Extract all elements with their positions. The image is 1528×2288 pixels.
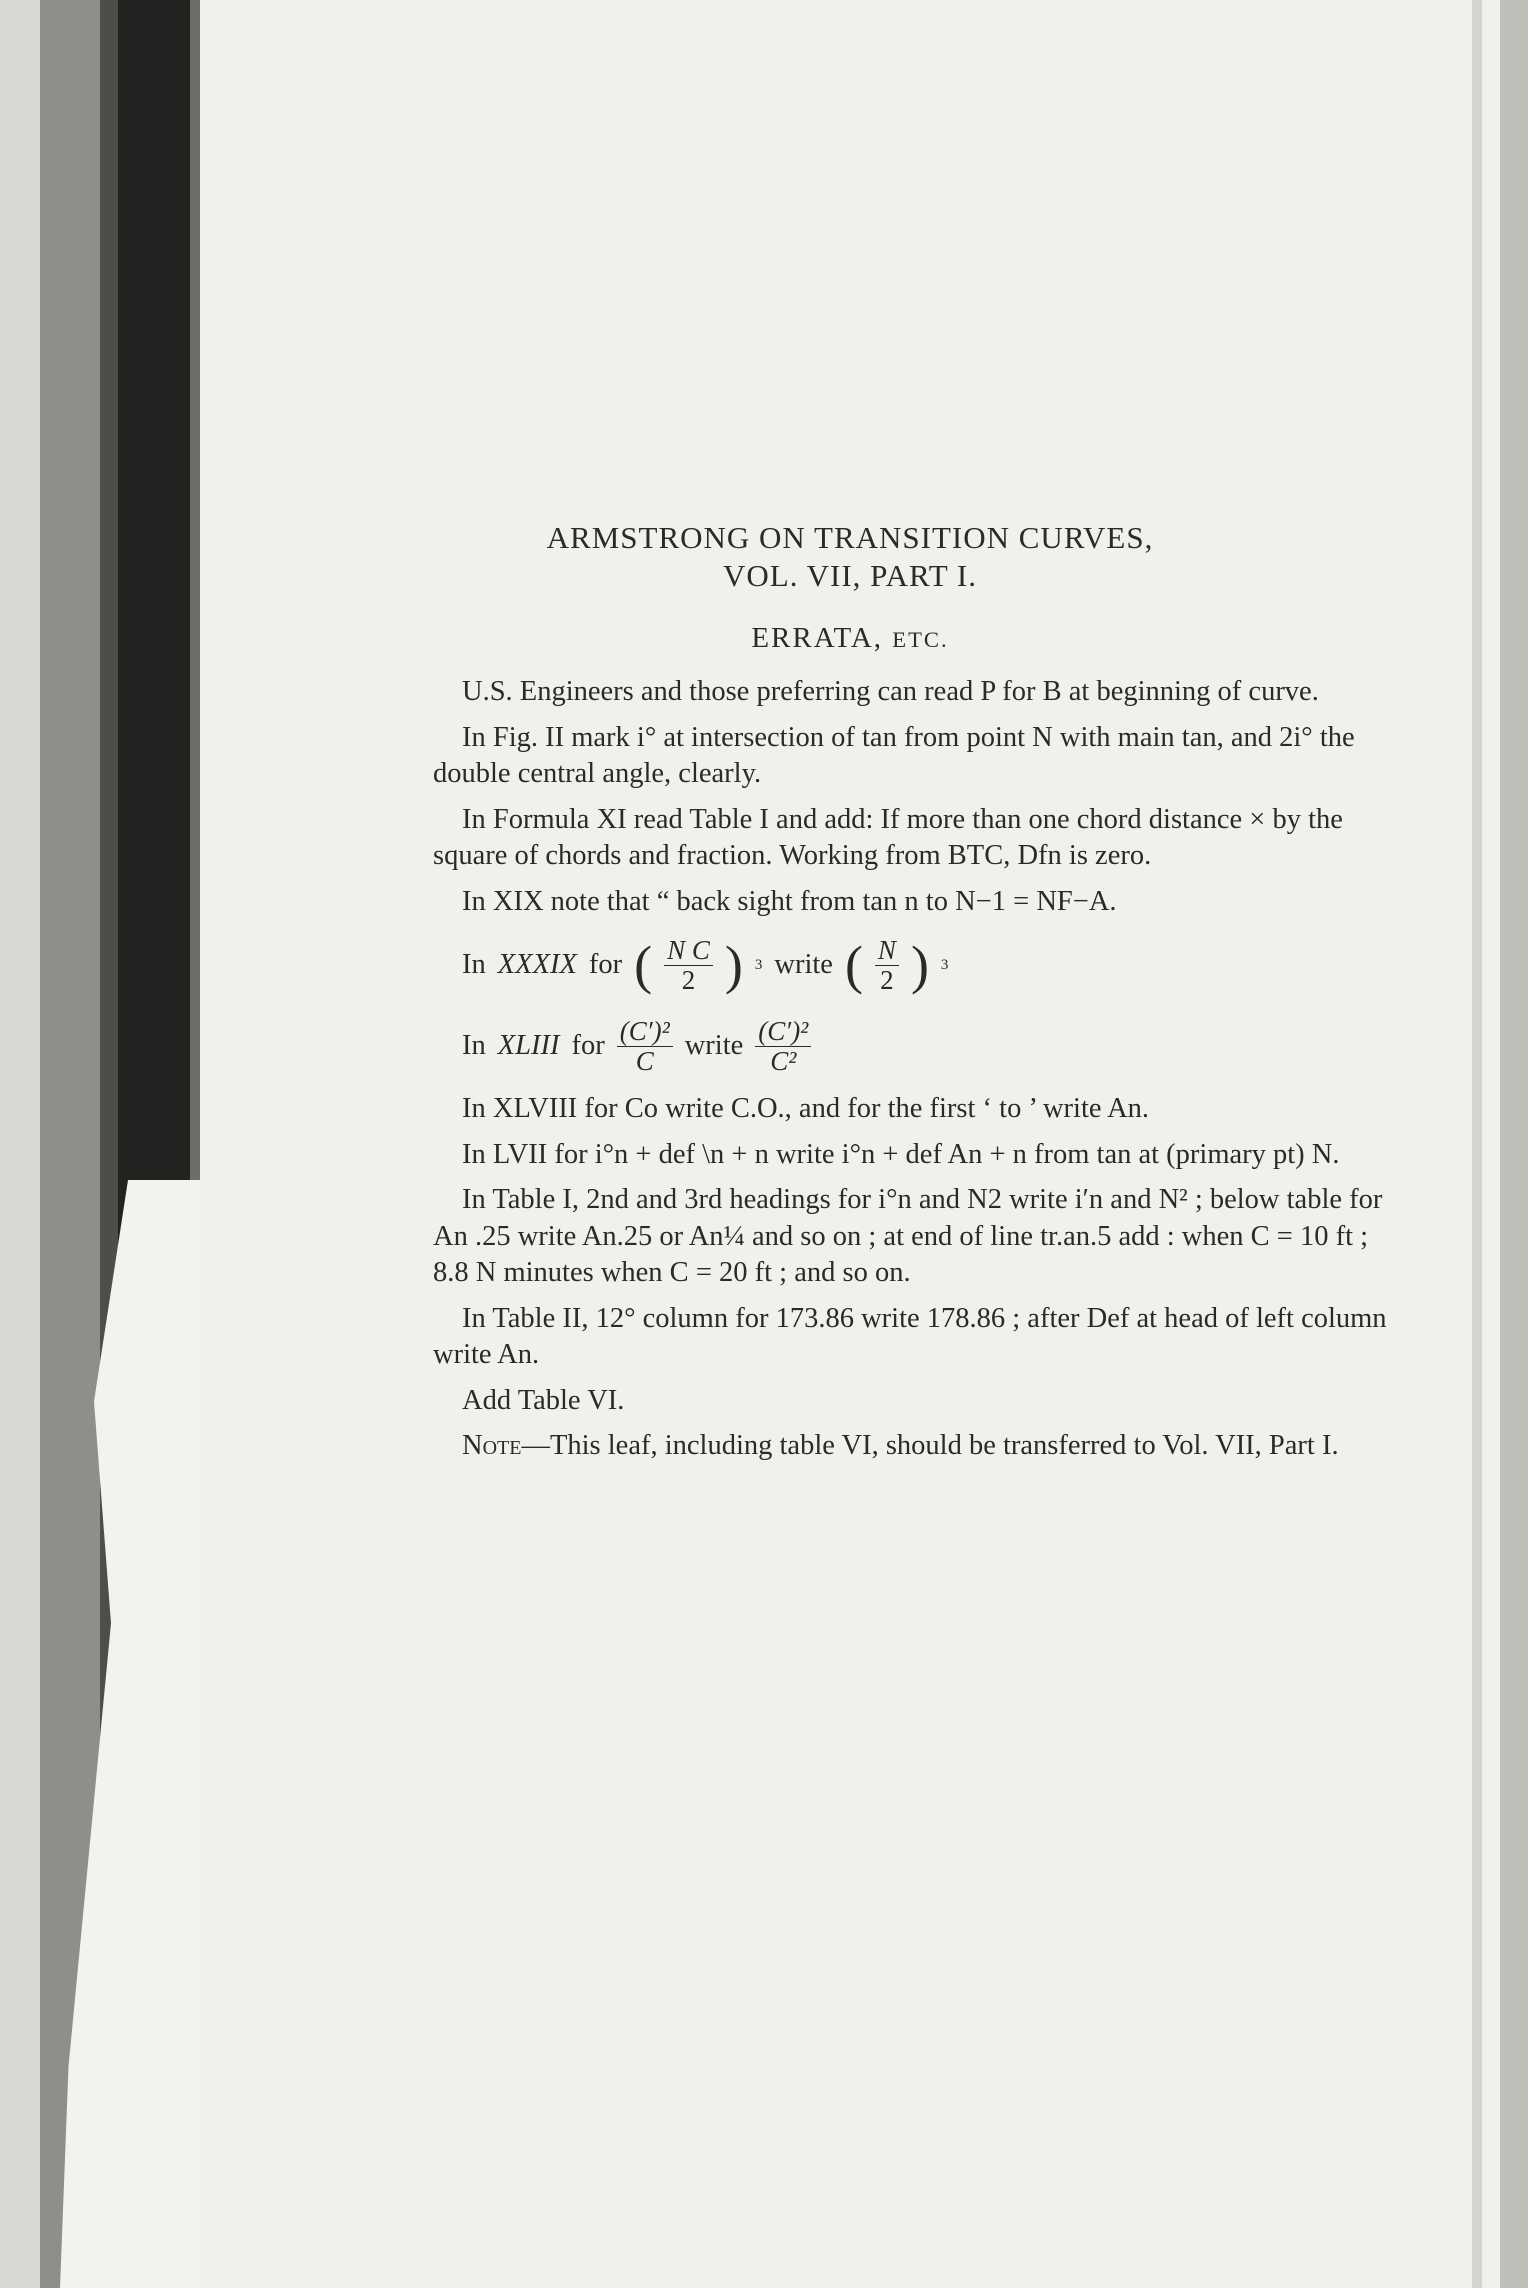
- errata-item-9: In Table I, 2nd and 3rd headings for i°n and N2 write i′n and N² ; below table for An .25 write An.25 or An¼ and so on ; at end of line tr.an.5 add : when C = 10 ft ; 8.8 N minutes when C = 20 ft ; and so on.: [433, 1184, 1383, 1288]
- exponent: 3: [940, 956, 949, 973]
- fraction-c-prime-sq-over-c: [617, 1017, 673, 1075]
- item-6-write: write: [684, 1029, 744, 1061]
- page-edge-light: [0, 0, 40, 2288]
- errata-item-8: In LVII for i°n + def \n + n write i°n + def An + n from tan at (primary pt) N.: [462, 1138, 1340, 1170]
- document-page: [200, 0, 1500, 2288]
- errata-heading-etc: ETC.: [892, 627, 949, 652]
- right-paren: ): [724, 935, 743, 995]
- item-5-ref: XXXIX: [497, 948, 577, 980]
- item-5-for: for: [588, 948, 623, 980]
- fraction-numerator: N C: [664, 936, 713, 965]
- fraction-denominator: 2: [681, 964, 696, 995]
- fraction-numerator: N: [875, 936, 899, 965]
- errata-item-5: [462, 929, 1410, 1001]
- errata-item-4: In XIX note that “ back sight from tan n to N−1 = NF−A.: [462, 885, 1117, 917]
- errata-item-2: In Fig. II mark i° at intersection of tan from point N with main tan, and 2i° the double central angle, clearly.: [433, 721, 1355, 789]
- fraction-denominator: C²: [770, 1045, 797, 1076]
- errata-heading-main: ERRATA,: [751, 622, 893, 654]
- fraction-nc-over-2: [664, 936, 713, 994]
- errata-item-1: U.S. Engineers and those preferring can read P for B at beginning of curve.: [462, 676, 1319, 707]
- fraction-c-prime-sq-over-c-sq: [755, 1017, 811, 1075]
- title-line-1: ARMSTRONG ON TRANSITION CURVES,: [546, 520, 1154, 555]
- errata-note: [433, 1428, 1410, 1465]
- left-paren: (: [634, 935, 653, 995]
- item-6-prefix: In: [462, 1029, 486, 1061]
- item-6-ref: XLIII: [497, 1029, 560, 1061]
- errata-item-7: In XLVIII for Co write C.O., and for the first ‘ to ’ write An.: [462, 1093, 1150, 1124]
- fraction-denominator: 2: [880, 964, 894, 995]
- fraction-denominator: C: [635, 1045, 654, 1076]
- errata-item-6: [462, 1010, 1410, 1082]
- errata-body: [433, 674, 1410, 1474]
- left-paren: (: [844, 935, 863, 995]
- fraction-numerator: (C′)²: [617, 1017, 673, 1046]
- title-line-2: VOL. VII, PART I.: [723, 558, 977, 593]
- fraction-n-over-2: [875, 936, 899, 994]
- exponent: 3: [754, 956, 763, 973]
- fraction-numerator: (C′)²: [755, 1017, 811, 1046]
- item-6-for: for: [571, 1029, 605, 1061]
- page-right-shadow: [1472, 0, 1482, 2288]
- errata-item-11: Add Table VI.: [462, 1384, 625, 1416]
- errata-heading: [200, 622, 1500, 655]
- note-lead: Note—: [462, 1430, 550, 1461]
- errata-item-10: In Table II, 12° column for 173.86 write 178.86 ; after Def at head of left column write An.: [433, 1302, 1387, 1370]
- item-5-prefix: In: [462, 948, 486, 980]
- errata-item-3: In Formula XI read Table I and add: If more than one chord distance × by the square of chords and fraction. Working from BTC, Dfn is zero.: [433, 803, 1343, 871]
- note-text: This leaf, including table VI, should be transferred to Vol. VII, Part I.: [549, 1430, 1339, 1461]
- item-5-write: write: [774, 948, 833, 980]
- right-paren: ): [910, 935, 929, 995]
